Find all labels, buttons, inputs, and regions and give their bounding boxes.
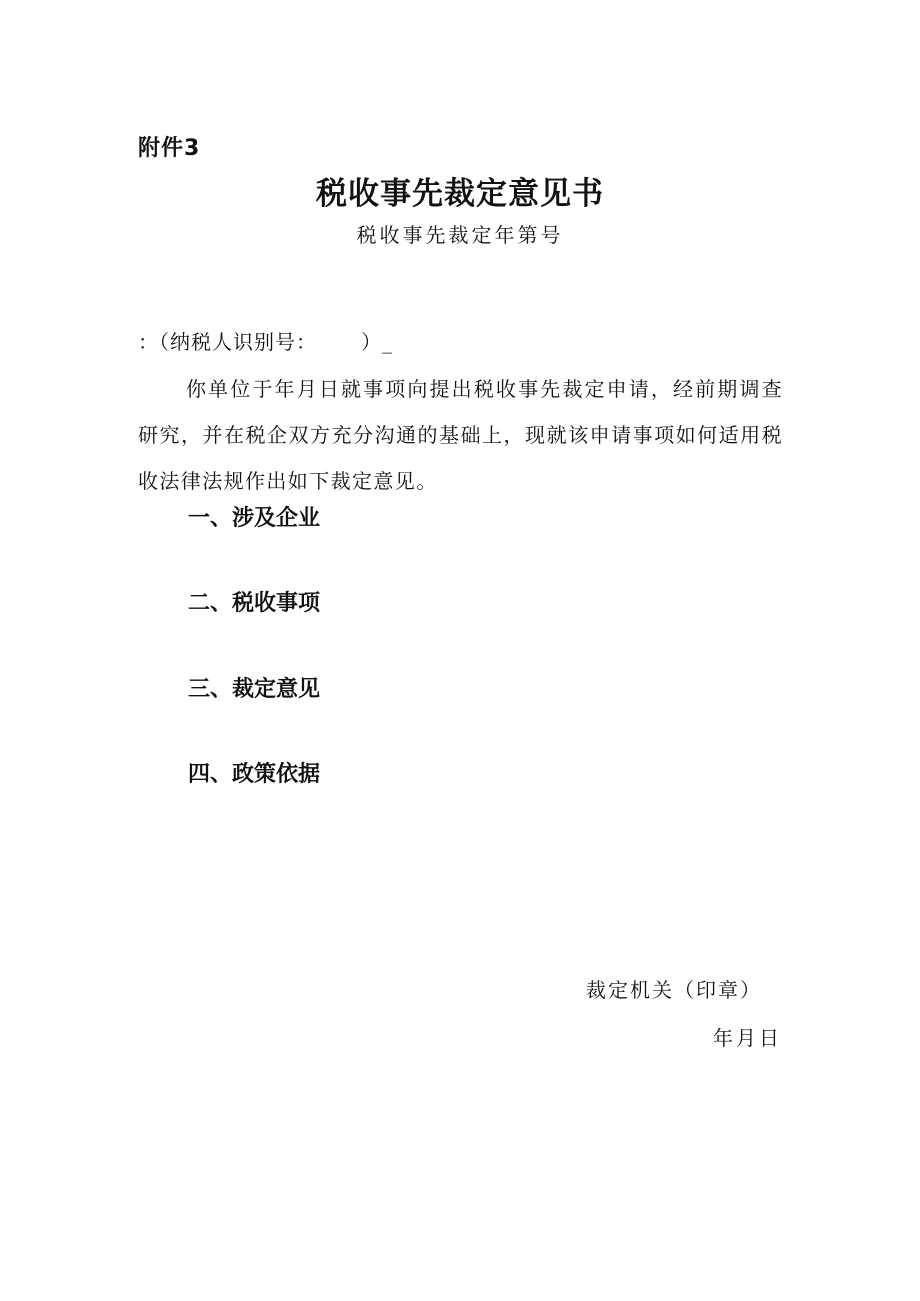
section-heading-3: 三、裁定意见 [188,677,321,702]
signing-date: 年月日 [713,1026,782,1050]
document-title: 税收事先裁定意见书 [316,176,604,212]
section-heading-4: 四、政策依据 [188,762,321,787]
section-heading-1: 一、涉及企业 [188,506,321,531]
attachment-label: 附件3 [138,136,201,161]
document-number: 税收事先裁定年第号 [356,223,564,247]
addressee-line: ：（纳税人识别号： ）_ [138,330,394,354]
body-paragraph: 你单位于年月日就事项向提出税收事先裁定申请，经前期调查研究，并在税企双方充分沟通的基础上，现就该申请事项如何适用税收法律法规作出如下裁定意见。 [138,377,783,493]
section-heading-2: 二、税收事项 [188,591,321,616]
signing-authority: 裁定机关（印章） [586,978,762,1002]
